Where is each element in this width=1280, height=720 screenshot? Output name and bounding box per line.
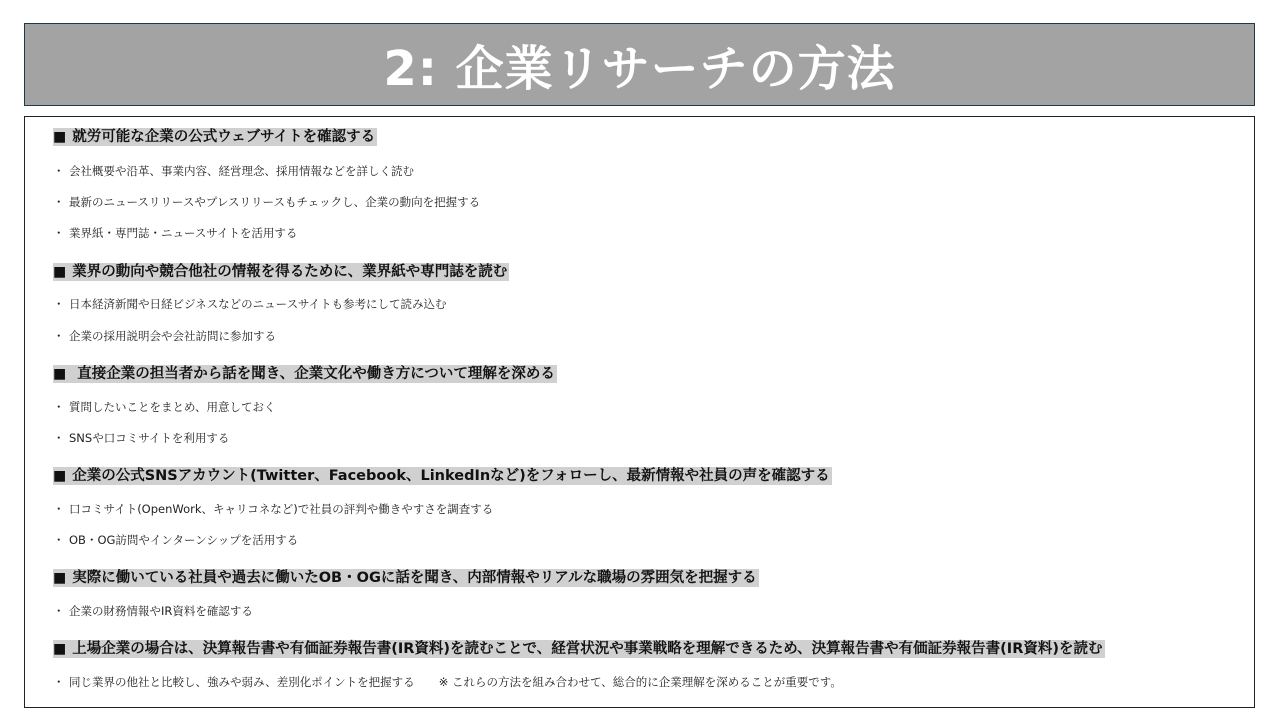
bullet-text: 企業の採用説明会や会社訪問に参加する	[69, 329, 276, 343]
summary-note: ※ これらの方法を組み合わせて、総合的に企業理解を深めることが重要です。	[438, 675, 842, 689]
bullet-text: 口コミサイト(OpenWork、キャリコネなど)で社員の評判や働きやすさを調査する	[69, 502, 494, 516]
section-heading	[53, 637, 1244, 658]
square-bullet-icon: ■	[53, 468, 67, 484]
bullet-dot-icon: ・	[53, 400, 65, 414]
section-heading	[53, 260, 1244, 281]
bullet-text: 会社概要や沿革、事業内容、経営理念、採用情報などを詳しく読む	[69, 164, 414, 178]
bullet-dot-icon: ・	[53, 195, 65, 209]
slide-title: 2: 企業リサーチの方法	[383, 41, 896, 97]
bullet-text: OB・OG訪問やインターンシップを活用する	[69, 533, 299, 547]
square-bullet-icon: ■	[53, 264, 67, 280]
section-heading-text: 直接企業の担当者から話を聞き、企業文化や働き方について理解を深める	[72, 366, 555, 382]
bullet-item	[53, 163, 1244, 179]
section-heading-text: 就労可能な企業の公式ウェブサイトを確認する	[72, 129, 376, 145]
bullet-text: 企業の財務情報やIR資料を確認する	[69, 604, 253, 618]
bullet-dot-icon: ・	[53, 502, 65, 516]
section-heading-text: 実際に働いている社員や過去に働いたOB・OGに話を聞き、内部情報やリアルな職場の雰囲気を把握する	[72, 570, 757, 586]
bullet-dot-icon: ・	[53, 533, 65, 547]
bullet-dot-icon: ・	[53, 675, 65, 689]
bullet-item	[53, 194, 1244, 210]
bullet-text: SNSや口コミサイトを利用する	[69, 431, 230, 445]
section-heading	[53, 464, 1244, 485]
bullet-text: 同じ業界の他社と比較し、強みや弱み、差別化ポイントを把握する	[69, 675, 415, 689]
bullet-item	[53, 674, 1244, 690]
bullet-dot-icon: ・	[53, 297, 65, 311]
bullet-item	[53, 430, 1244, 446]
content-box	[24, 116, 1255, 708]
title-bar	[24, 23, 1255, 106]
bullet-dot-icon: ・	[53, 164, 65, 178]
square-bullet-icon: ■	[53, 641, 67, 657]
section-heading-text: 上場企業の場合は、決算報告書や有価証券報告書(IR資料)を読むことで、経営状況や事業戦略を理解できるため、決算報告書や有価証券報告書(IR資料)を読む	[72, 641, 1103, 657]
section-heading	[53, 362, 1244, 383]
bullet-text: 質問したいことをまとめ、用意しておく	[69, 400, 276, 414]
bullet-item	[53, 399, 1244, 415]
bullet-text: 最新のニュースリリースやプレスリリースもチェックし、企業の動向を把握する	[69, 195, 481, 209]
bullet-text: 業界紙・専門誌・ニュースサイトを活用する	[69, 226, 298, 240]
bullet-item	[53, 603, 1244, 619]
bullet-item	[53, 296, 1244, 312]
bullet-item	[53, 225, 1244, 241]
section-heading	[53, 566, 1244, 587]
bullet-dot-icon: ・	[53, 431, 65, 445]
square-bullet-icon: ■	[53, 129, 67, 145]
bullet-dot-icon: ・	[53, 226, 65, 240]
bullet-text: 日本経済新聞や日経ビジネスなどのニュースサイトも参考にして読み込む	[69, 297, 447, 311]
bullet-dot-icon: ・	[53, 604, 65, 618]
bullet-item	[53, 501, 1244, 517]
bullet-item	[53, 532, 1244, 548]
square-bullet-icon: ■	[53, 570, 67, 586]
section-heading-text: 企業の公式SNSアカウント(Twitter、Facebook、LinkedInなど)をフォローし、最新情報や社員の声を確認する	[72, 468, 830, 484]
section-heading	[53, 125, 1244, 146]
square-bullet-icon: ■	[53, 366, 67, 382]
bullet-dot-icon: ・	[53, 329, 65, 343]
bullet-item	[53, 328, 1244, 344]
section-heading-text: 業界の動向や競合他社の情報を得るために、業界紙や専門誌を読む	[72, 264, 508, 280]
